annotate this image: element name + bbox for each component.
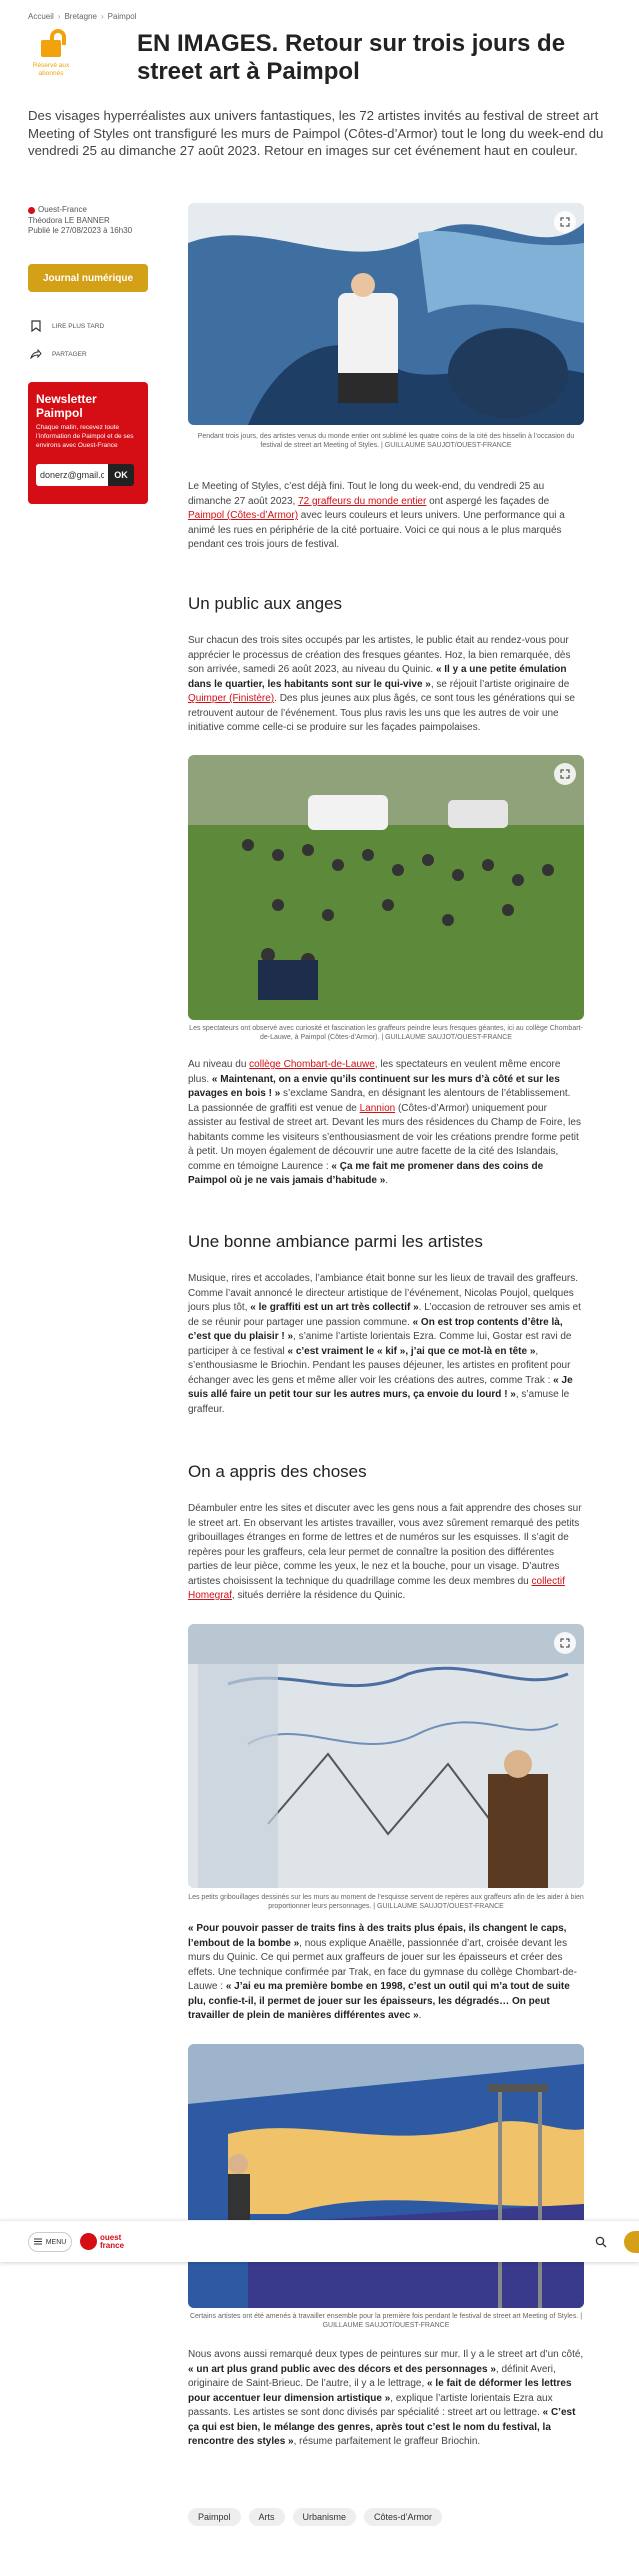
- quote-segment: « C’est ça qui est bien, le mélange des genres, après tout c’est le nom du festival, la rencontre des styles »: [188, 2407, 576, 2447]
- link-72-graffeurs[interactable]: 72 graffeurs du monde entier: [298, 495, 427, 507]
- text-segment: , s’amuse le graffeur.: [188, 1389, 570, 1415]
- author-name[interactable]: Théodora LE BANNER: [28, 215, 110, 225]
- paragraph-public: [188, 634, 584, 736]
- text-segment: Le Meeting of Styles, c’est déjà fini. Tout le long du week-end, du vendredi 25 au dimanche 27 août 2023,: [188, 481, 545, 507]
- tag-arts[interactable]: Arts: [249, 2508, 285, 2526]
- newsletter-text: Chaque matin, recevez toute l’information de Paimpol et de ses environs avec Ouest-France: [36, 424, 134, 449]
- breadcrumb-city[interactable]: Paimpol: [107, 12, 137, 21]
- tag-cotes-d-armor[interactable]: Côtes-d’Armor: [364, 2508, 442, 2526]
- logo-circle-icon: [80, 2233, 97, 2250]
- newsletter-ok-button[interactable]: OK: [108, 464, 134, 486]
- tag-paimpol[interactable]: Paimpol: [188, 2508, 241, 2526]
- section-heading-ambiance: Une bonne ambiance parmi les artistes: [188, 1232, 483, 1251]
- share-icon: [30, 348, 42, 360]
- hamburger-icon: [34, 2238, 42, 2247]
- premium-label: Réservé aux abonnés: [32, 62, 70, 77]
- article-photo-1[interactable]: [188, 203, 584, 425]
- text-segment: , nous explique Anaëlle, passionnée d’art, croisée devant les murs du Quinic. Ce qui permet aux graffeurs de jouer sur les épaisseurs et créer des effets. Une technique confirmée par Trak, en face du gymnase du collège Chombart-de-Lauwe :: [188, 1937, 577, 1992]
- article-lead: Des visages hyperréalistes aux univers fantastiques, les 72 artistes invités au festival de street art Meeting of Styles ont transfiguré les murs de Paimpol (Côtes-d’Armor) tout le long du week-end du vendredi 25 au dimanche 27 août 2023. Retour en images sur cet événement haut en couleur.: [28, 108, 604, 158]
- tag-list: [188, 2508, 442, 2526]
- text-segment: .: [418, 2010, 422, 2021]
- text-segment: Nous avons aussi remarqué deux types de peintures sur mur. Il y a le street art d’un côté,: [188, 2349, 584, 2360]
- text-segment: .: [385, 1175, 389, 1186]
- article-photo-2[interactable]: [188, 755, 584, 1020]
- ouest-france-dot-icon: [28, 207, 35, 214]
- paragraph-college: [188, 1058, 584, 1189]
- paragraph-styles: [188, 2348, 584, 2450]
- newsletter-title: Newsletter Paimpol: [36, 392, 97, 420]
- text-segment: , définit Averi, originaire de Saint-Brieuc. De l’autre, il y a le lettrage,: [188, 2363, 556, 2389]
- ouest-france-logo[interactable]: [80, 2233, 124, 2250]
- link-lannion[interactable]: Lannion: [359, 1102, 396, 1114]
- logo-line-2: france: [100, 2240, 125, 2250]
- text-segment: , résume parfaitement le graffeur Briochin.: [293, 2436, 481, 2447]
- bookmark-icon: [30, 320, 42, 332]
- link-quimper[interactable]: Quimper (Finistère): [188, 693, 275, 704]
- page-title: EN IMAGES. Retour sur trois jours de street art à Paimpol: [137, 30, 566, 85]
- section-heading-public: Un public aux anges: [188, 594, 343, 613]
- quote-segment: « Je suis allé faire un petit tour sur les autres murs, ça envoie du lourd ! »: [188, 1374, 573, 1400]
- text-segment: , les spectateurs en veulent même encore plus.: [188, 1059, 561, 1085]
- text-segment: ont aspergé les façades de: [426, 495, 550, 507]
- read-later-button[interactable]: [30, 320, 104, 332]
- logo-line-1: ouest: [100, 2232, 122, 2242]
- breadcrumb-region[interactable]: Bretagne: [64, 12, 97, 21]
- read-later-label: LIRE PLUS TARD: [52, 322, 105, 330]
- text-segment: (Côtes-d’Armor) uniquement pour assister au festival de street art. Devant les murs des résidences du Champ de Foire, les habitants comme les visiteurs s’enthousiasment de voir les créations prendre forme petit à petit. Un moyen également de découvrir une autre facette de la cité des Islandais, comme en témoigne Laurence :: [188, 1102, 581, 1172]
- published-date: Publié le 27/08/2023 à 16h30: [28, 226, 133, 235]
- text-segment: , s’enthousiasme le Briochin. Pendant les pauses déjeuner, les artistes en profitent pour échanger avec les gens et même aller voir les créations des autres, comme Trak :: [188, 1345, 571, 1386]
- newsletter-email-input[interactable]: [36, 464, 108, 486]
- quote-segment: « On est trop contents d’être là, c’est que du plaisir ! »: [188, 1316, 563, 1342]
- photo-caption-1: Pendant trois jours, des artistes venus du monde entier ont sublimé les quatre coins de la cité des hisselin à l’occasion du festival de street art Meeting of Styles. | GUILLAUME SAUJOT/OUEST-FRANCE: [197, 433, 575, 449]
- sticky-navbar: [0, 2220, 639, 2262]
- quote-segment: « Pour pouvoir passer de traits fins à des traits plus épais, ils changent le caps, l’embout de la bombe »: [188, 1923, 567, 1949]
- text-segment: . L’occasion de retrouver ses amis et de se réunir pour partager une passion commune.: [188, 1302, 581, 1328]
- quote-segment: « le graffiti est un art très collectif »: [250, 1302, 419, 1313]
- text-segment: Déambuler entre les sites et discuter avec les gens nous a fait apprendre des choses sur le street art. En observant les artistes travailler, vous avez sûrement remarqué des petits gribouillages étranges en forme de lettres et de numéros sur les esquisses. Il s’agit de repères pour les graffeurs, cela leur permet de connaître la position des différentes parties de leur pièce, comme les yeux, le nez et la bouche, pour un visage. D’autres artistes choisissent la technique du quadrillage comme les deux membres du: [188, 1503, 582, 1587]
- photo-caption-3: Les petits gribouillages dessinés sur les murs au moment de l’esquisse servent de repères aux graffeurs afin de les aider à bien proportionner leurs personnages. | GUILLAUME SAUJOT/OUEST-FRANCE: [188, 1894, 584, 1910]
- text-segment: , situés derrière la résidence du Quinic.: [231, 1590, 406, 1601]
- subscribe-button[interactable]: [624, 2231, 639, 2253]
- paragraph-appris: [188, 1502, 584, 1604]
- breadcrumb-home[interactable]: Accueil: [28, 12, 54, 21]
- newsletter-box: [28, 382, 148, 504]
- quote-segment: « Il y a une petite émulation dans le quartier, les habitants sont sur le qui-vive »: [188, 664, 567, 690]
- paragraph-intro: [188, 480, 584, 553]
- text-segment: Musique, rires et accolades, l’ambiance était bonne sur les lieux de travail des graffeurs. Comme l’avait annoncé le directeur artistique de l’événement, Nicolas Poujol, quelques jours plus tôt,: [188, 1273, 579, 1313]
- text-segment: . Des plus jeunes aux plus âgés, ce sont tous les générations qui se retrouvent autour de l’événement. Tous plus ravis les uns que les autres de voir une initiative comme celle-ci se produire sur les façades paimpolaises.: [188, 693, 575, 733]
- quote-segment: « J’ai eu ma première bombe en 1998, c’est un outil qui m’a tout de suite plu, confie-t-il, il permet de jouer sur les épaisseurs, les dégradés… On peut travailler de plein de manières différentes avec »: [188, 1981, 570, 2021]
- share-button[interactable]: [30, 348, 87, 360]
- link-paimpol[interactable]: Paimpol (Côtes-d’Armor): [188, 510, 299, 521]
- source-name: Ouest-France: [38, 205, 87, 214]
- article-meta: [28, 205, 132, 237]
- zoom-icon[interactable]: [554, 763, 576, 785]
- photo-caption-4: Certains artistes ont été amenés à travailler ensemble pour la première fois pendant le festival de street art Meeting of Styles. | GUILLAUME SAUJOT/OUEST-FRANCE: [189, 2313, 583, 2329]
- article-photo-3[interactable]: [188, 1624, 584, 1888]
- paragraph-ambiance: [188, 1272, 584, 1417]
- text-segment: , explique l’artiste lorientais Ezra aux passants. Les artistes se sont donc divisés par spécialité : street art ou lettrage.: [188, 2392, 553, 2418]
- quote-segment: « Maintenant, on a envie qu’ils continuent sur les murs d’à côté et sur les pavages en bois ! »: [188, 1073, 560, 1099]
- text-segment: , s’anime l’artiste lorientais Ezra. Comme lui, Gostar est ravi de participer à ce festival: [188, 1331, 572, 1357]
- chevron-right-icon: ›: [100, 12, 104, 21]
- text-segment: avec leurs couleurs et leurs univers. Une performance qui a animé les rues en périphérie de la cité portuaire. Voici ce qui nous a le plus marqués pendant ces trois jours de festival.: [188, 510, 565, 550]
- link-homegraf[interactable]: collectif Homegraf: [188, 1575, 565, 1601]
- share-label: PARTAGER: [52, 350, 87, 358]
- section-heading-appris: On a appris des choses: [188, 1462, 367, 1481]
- tag-urbanisme[interactable]: Urbanisme: [293, 2508, 357, 2526]
- zoom-icon[interactable]: [554, 211, 576, 233]
- paragraph-technique: [188, 1922, 584, 2024]
- premium-badge: [28, 28, 74, 78]
- text-segment: s’exclame Sandra, en désignant les alentours de l’établissement. La passionnée de graffiti est venue de: [188, 1088, 571, 1114]
- quote-segment: « le fait de déformer les lettres pour accentuer leur dimension artistique »: [188, 2378, 572, 2404]
- breadcrumb: [28, 12, 137, 21]
- chevron-right-icon: ›: [57, 12, 61, 21]
- text-segment: Sur chacun des trois sites occupés par les artistes, le public était au rendez-vous pour apprécier le processus de création des fresques géantes. Hoz, la bien remarquée, dès son arrivée, samedi 26 août 2023, au niveau du Quinic.: [188, 635, 571, 675]
- journal-numerique-button[interactable]: Journal numérique: [28, 264, 148, 292]
- text-segment: Au niveau du: [188, 1059, 250, 1070]
- quote-segment: « un art plus grand public avec des décors et des personnages »: [188, 2363, 496, 2375]
- link-college[interactable]: collège Chombart-de-Lauwe: [249, 1059, 375, 1070]
- quote-segment: « Ça me fait me promener dans des coins de Paimpol où je ne vais jamais d’habitude »: [188, 1160, 544, 1186]
- photo-caption-2: Les spectateurs ont observé avec curiosité et fascination les graffeurs peindre leurs fresques géantes, ici au collège Chombart-de-Lauwe, à Paimpol (Côtes-d’Armor). | GUILLAUME SAUJOT/OUEST-FRANCE: [189, 1025, 583, 1041]
- search-icon[interactable]: [592, 2233, 610, 2251]
- lock-open-icon: [36, 28, 66, 60]
- text-segment: , se réjouit l’artiste originaire de: [430, 678, 570, 690]
- menu-button[interactable]: [28, 2232, 72, 2252]
- article-photo-4[interactable]: [188, 2044, 584, 2308]
- menu-label: MENU: [45, 2238, 67, 2246]
- quote-segment: « c’est vraiment le « kif », j’ai que ce mot-là en tête »: [287, 1345, 536, 1357]
- zoom-icon[interactable]: [554, 1632, 576, 1654]
